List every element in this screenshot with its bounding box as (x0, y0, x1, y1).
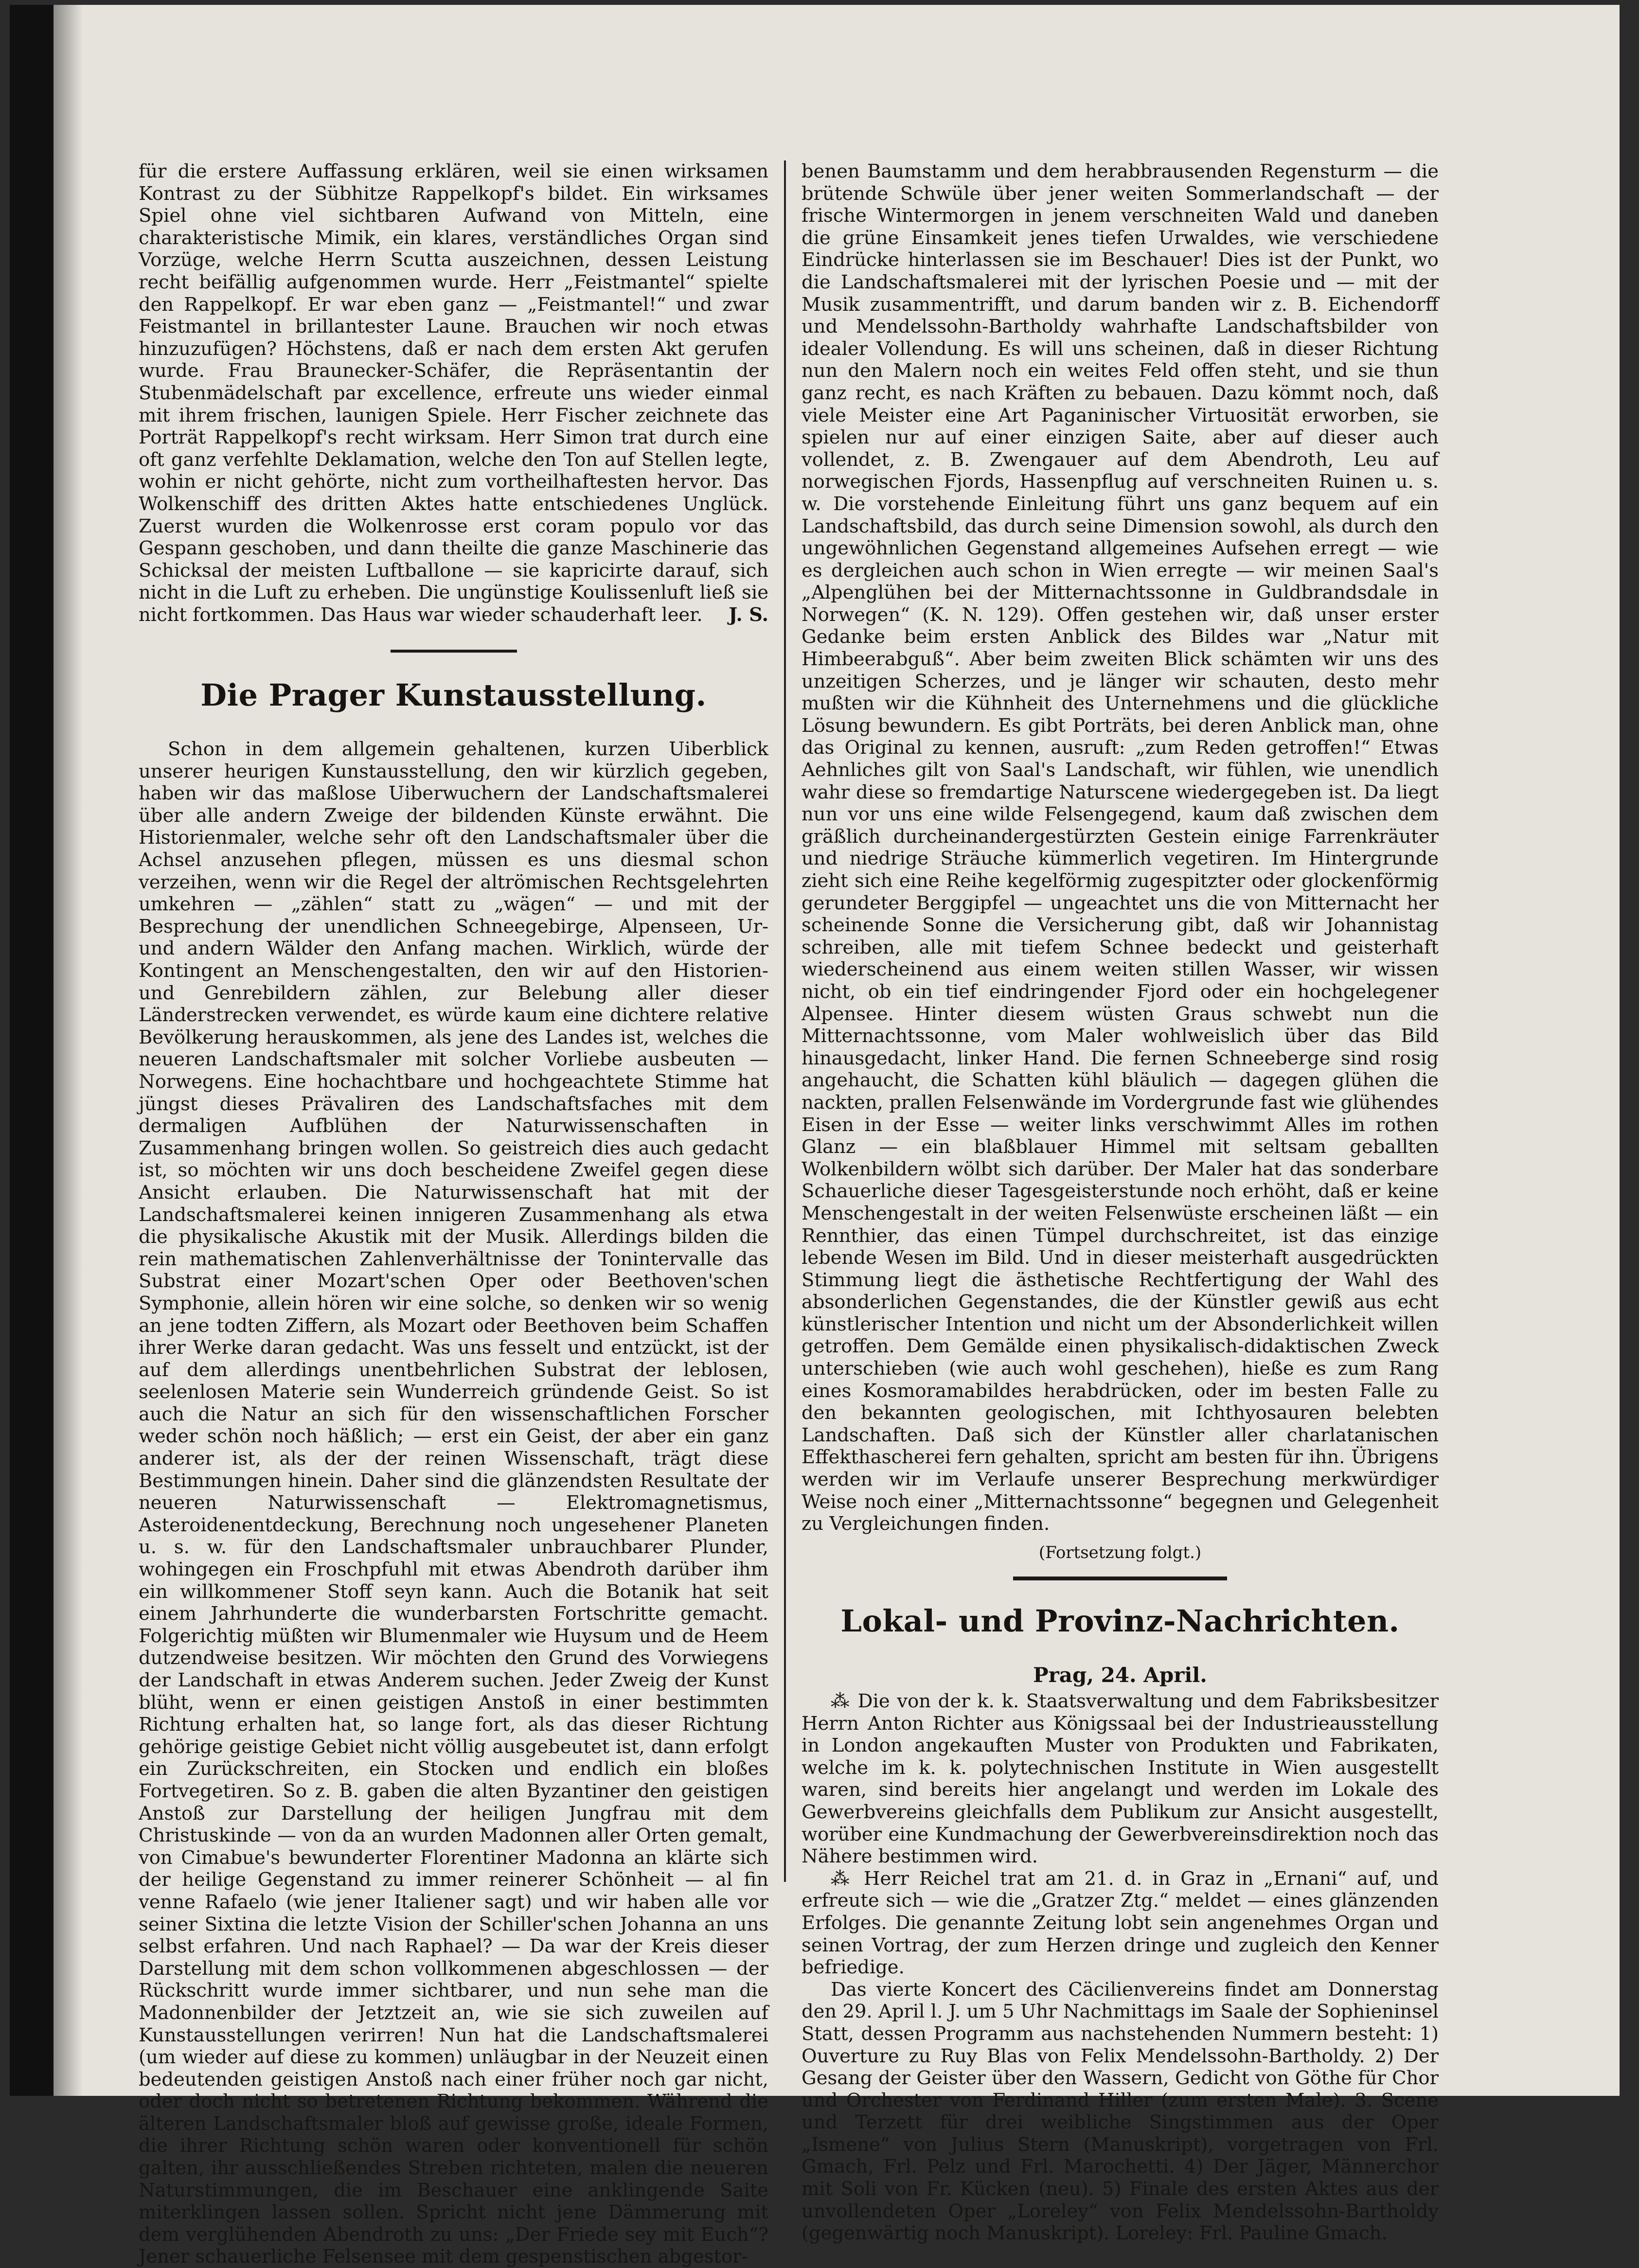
section-rule (391, 650, 517, 653)
section-title-lokal-nachrichten: Lokal- und Provinz-Nachrichten. (840, 1603, 1400, 1639)
continuation-note: (Fortsetzung folgt.) (1038, 1542, 1202, 1562)
binding-shadow (53, 5, 83, 2096)
left-column (139, 160, 768, 2268)
theatre-review-text: für die erstere Auffassung erklären, weil sie einen wirksamen Kontrast zu der Sübhitze Rappelkopf's bildet. Ein wirksames Spiel ohne viel sichtbaren Aufwand von Mitteln, eine charakteristische Mimik, ein klares, verständliches Organ sind Vorzüge, welche Herrn Scutta auszeichnen, dessen Leistung recht beifällig aufgenommen wurde. Herr „Feistmantel“ spielte den Rappelkopf. Er war eben ganz — „Feistmantel!“ und zwar Feistmantel in brillantester Laune. Brauchen wir noch etwas hinzuzufügen? Höchstens, daß er nach dem ersten Akt gerufen wurde. Frau Braunecker-Schäfer, die Repräsentantin der Stubenmädelschaft par excellence, erfreute uns wieder einmal mit ihrem frischen, launigen Spiele. Herr Fischer zeichnete das Porträt Rappelkopf's recht wirksam. Herr Simon trat durch eine oft ganz verfehlte Deklamation, welche den Ton auf Stellen legte, wohin er nicht gehörte, nicht zum vortheilhaftesten hervor. Das Wolkenschiff des dritten Aktes hatte entschiedenes Unglück. Zuerst wurden die Wolkenrosse erst coram populo vor das Gespann geschoben, und dann theilte die ganze Maschinerie das Schicksal der meisten Luftballone — sie kapricirte darauf, sich nicht in die Luft zu erheben. Die ungünstige Koulissenluft ließ sie nicht fortkommen. Das Haus war wieder schauderhaft leer. (139, 160, 768, 626)
news-item: ⁂ Die von der k. k. Staatsverwaltung und dem Fabriksbesitzer Herrn Anton Richter aus Königssaal bei der Industrieausstellung in London angekauften Muster von Produkten und Fabrikaten, welche im k. k. polytechnischen Institute in Wien ausgestellt waren, sind bereits hier angelangt und werden im Lokale des Gewerbvereins gleichfalls dem Publikum zur Ansicht ausgestellt, worüber eine Kundmachung der Gewerbvereinsdirektion noch das Nähere bestimmen wird. (802, 1690, 1439, 1868)
news-item: ⁂ Herr Reichel trat am 21. d. in Graz in „Ernani“ auf, und erfreute sich — wie die „Gratzer Ztg.“ meldet — eines glänzenden Erfolges. Die genannte Zeitung lobt sein angenehmes Organ und seinen Vortrag, der zum Herzen dringe und zugleich den Kenner befriedige. (802, 1867, 1439, 1979)
article-paragraph-continued: benen Baumstamm und dem herabbrausenden Regensturm — die brütende Schwüle über jener weiten Sommerlandschaft — der frische Wintermorgen in jenem verschneiten Wald und daneben die grüne Einsamkeit jenes tiefen Urwaldes, wie verschiedene Eindrücke hinterlassen sie im Beschauer! Dies ist der Punkt, wo die Landschaftsmalerei mit der lyrischen Poesie und — mit der Musik zusammentrifft, und darum banden wir z. B. Eichendorff und Mendelssohn-Bartholdy wahrhafte Landschaftsbilder von idealer Vollendung. Es will uns scheinen, daß in dieser Richtung nun den Malern noch ein weites Feld offen steht, und sie thun ganz recht, es nach Kräften zu bebauen. Dazu kömmt noch, daß viele Meister eine Art Paganinischer Virtuosität erworben, sie spielen nur auf einer einzigen Saite, aber auf dieser auch vollendet, z. B. Zwengauer auf dem Abendroth, Leu auf norwegischen Fjords, Hassenpflug auf verschneiten Ruinen u. s. w. Die vorstehende Einleitung führt uns ganz bequem auf ein Landschaftsbild, das durch seine Dimension sowohl, als durch den ungewöhnlichen Gegenstand allgemeines Aufsehen erregt — wie es dergleichen auch schon in Wien erregte — wir meinen Saal's „Alpenglühen bei der Mitternachtssonne in Guldbrandsdale in Norwegen“ (K. N. 129). Offen gestehen wir, daß unser erster Gedanke beim ersten Anblick des Bildes war „Natur mit Himbeerabguß“. Aber beim zweiten Blick schämten wir uns des unzeitigen Scherzes, und je länger wir schauten, desto mehr mußten wir die Kühnheit des Unternehmens und die glückliche Lösung bewundern. Es gibt Porträts, bei deren Anblick man, ohne das Original zu kennen, ausruft: „zum Reden getroffen!“ Etwas Aehnliches gilt von Saal's Landschaft, wir fühlen, wie unendlich wahr diese so fremdartige Naturscene wiedergegeben ist. Da liegt nun vor uns eine wilde Felsengegend, kaum daß zwischen dem gräßlich durcheinandergestürzten Gestein einige Farrenkräuter und niedrige Sträuche kümmerlich vegetiren. Im Hintergrunde zieht sich eine Reihe kegelförmig zugespitzter oder glockenförmig gerundeter Berggipfel — ungeachtet uns die von Mitternacht her scheinende Sonne die Versicherung gibt, daß wir Johannistag schreiben, alle mit tiefem Schnee bedeckt und geisterhaft wiederscheinend aus einem weiten stillen Wasser, wir wissen nicht, ob ein tief eindringender Fjord oder ein hochgelegener Alpensee. Hinter diesem wüsten Graus schwebt nun die Mitternachtssonne, vom Maler wohlweislich über das Bild hinausgedacht, linker Hand. Die fernen Schneeberge sind rosig angehaucht, die Schatten kühl bläulich — dagegen glühen die nackten, prallen Felsenwände im Vordergrunde fast wie glühendes Eisen in der Esse — weiter links verschwimmt Alles im rothen Glanz — ein blaßblauer Himmel mit seltsam geballten Wolkenbildern wölbt sich darüber. Der Maler hat das sonderbare Schauerliche dieser Tagesgeisterstunde noch erhöht, daß er keine Menschengestalt in der weiten Felsenwüste erscheinen läßt — ein Rennthier, das einen Tümpel durchschreitet, ist das einzige lebende Wesen im Bild. Und in dieser meisterhaft ausgedrückten Stimmung liegt die ästhetische Rechtfertigung der Wahl des absonderlichen Gegenstandes, die der Künstler gewiß aus echt künstlerischer Intention und nicht um der Absonderlichkeit willen getroffen. Dem Gemälde einen physikalisch-didaktischen Zweck unterschieben (wie auch wohl geschehen), hieße es zum Rang eines Kosmoramabildes herabdrücken, oder im besten Falle zu den bekannten geologischen, mit Ichthyosauren belebten Landschaften. Daß sich der Künstler aller charlatanischen Effekthascherei fern gehalten, spricht am besten für ihn. Übrigens werden wir im Verlaufe unserer Besprechung merkwürdiger Weise noch einer „Mitternachtssonne“ begegnen und Gelegenheit zu Vergleichungen finden. (802, 160, 1439, 1535)
article-title-kunstausstellung: Die Prager Kunstausstellung. (200, 677, 707, 713)
section-rule (1013, 1577, 1227, 1580)
column-divider (784, 160, 786, 1882)
scan-border (10, 5, 53, 2096)
right-column (802, 160, 1439, 2245)
dateline: Prag, 24. April. (1033, 1663, 1207, 1687)
article-paragraph: Schon in dem allgemein gehaltenen, kurzen Uiberblick unserer heurigen Kunstausstellung, den wir kürzlich gegeben, haben wir das maßlose Uiberwuchern der Landschaftsmalerei über alle andern Zweige der bildenden Künste erwähnt. Die Historienmaler, welche sehr oft den Landschaftsmaler über die Achsel anzusehen pflegen, müssen es uns diesmal schon verzeihen, wenn wir die Regel der altrömischen Rechtsgelehrten umkehren — „zählen“ statt zu „wägen“ — und mit der Besprechung der unendlichen Schneegebirge, Alpenseen, Ur- und andern Wälder den Anfang machen. Wirklich, würde der Kontingent an Menschengestalten, den wir auf den Historien- und Genrebildern zählen, zur Belebung aller dieser Länderstrecken verwendet, es würde kaum eine dichtere relative Bevölkerung herauskommen, als jene des Landes ist, welches die neueren Landschaftsmaler mit solcher Vorliebe ausbeuten — Norwegens. Eine hochachtbare und hochgeachtete Stimme hat jüngst dieses Prävaliren des Landschaftsfaches mit dem dermaligen Aufblühen der Naturwissenschaften in Zusammenhang bringen wollen. So geistreich dies auch gedacht ist, so möchten wir uns doch bescheidene Zweifel gegen diese Ansicht erlauben. Die Naturwissenschaft hat mit der Landschaftsmalerei keinen innigeren Zusammenhang als etwa die physikalische Akustik mit der Musik. Allerdings bilden die rein mathematischen Zahlenverhältnisse der Tonintervalle das Substrat einer Mozart'schen Oper oder Beethoven'schen Symphonie, allein hören wir eine solche, so denken wir so wenig an jene todten Ziffern, als Mozart oder Beethoven beim Schaffen ihrer Werke daran gedacht. Was uns fesselt und entzückt, ist der auf dem allerdings unentbehrlichen Substrat der leblosen, seelenlosen Materie sein Wunderreich gründende Geist. So ist auch die Natur an sich für den wissenschaftlichen Forscher weder schön noch häßlich; — erst ein Geist, der aber ein ganz anderer ist, als der der reinen Wissenschaft, trägt diese Bestimmungen hinein. Daher sind die glänzendsten Resultate der neueren Naturwissenschaft — Elektromagnetismus, Asteroidenentdeckung, Berechnung noch ungesehener Planeten u. s. w. für den Landschaftsmaler unbrauchbarer Plunder, wohingegen ein Froschpfuhl mit etwas Abendroth darüber ihm ein willkommener Stoff seyn kann. Auch die Botanik hat seit einem Jahrhunderte die wunderbarsten Fortschritte gemacht. Folgerichtig müßten wir Blumenmaler wie Huysum und de Heem dutzendweise besitzen. Wir möchten den Grund des Vorwiegens der Landschaft in etwas Anderem suchen. Jeder Zweig der Kunst blüht, wenn er einen geistigen Anstoß in einer bestimmten Richtung erhalten hat, so lange fort, als das dieser Richtung gehörige geistige Gebiet nicht völlig ausgebeutet ist, dann erfolgt ein Zurückschreiten, ein Stocken und endlich ein bloßes Fortvegetiren. So z. B. gaben die alten Byzantiner den geistigen Anstoß zur Darstellung der heiligen Jungfrau mit dem Christuskinde — von da an wurden Madonnen aller Orten gemalt, von Cimabue's bewunderter Florentiner Madonna an klärte sich der heilige Gegenstand zu immer reinerer Schönheit — al fin venne Rafaelo (wie jener Italiener sagt) und wir haben alle vor seiner Sixtina die letzte Vision der Schiller'schen Johanna an uns selbst erfahren. Und nach Raphael? — Da war der Kreis dieser Darstellung mit dem schon vollkommenen abgeschlossen — der Rückschritt wurde immer sichtbarer, und nun sehe man die Madonnenbilder der Jetztzeit an, wie sie sich zuweilen auf Kunstausstellungen verirren! Nun hat die Landschaftsmalerei (um wieder auf diese zu kommen) unläugbar in der Neuzeit einen bedeutenden geistigen Anstoß nach einer früher noch gar nicht, oder doch nicht so betretenen Richtung bekommen. Während die älteren Landschaftsmaler bloß auf gewisse große, ideale Formen, die ihrer Richtung schön waren oder konventionell für schön galten, ihr ausschließendes Streben richteten, malen die neueren Naturstimmungen, die im Beschauer eine anklingende Saite miterklingen lassen sollen. Spricht nicht jene Dämmerung mit dem verglühenden Abendroth zu uns: „Der Friede sey mit Euch“? Jener schauerliche Felsensee mit dem gespenstischen abgestor- (139, 738, 768, 2268)
news-item: Das vierte Koncert des Cäcilienvereins findet am Donnerstag den 29. April l. J. um 5 Uhr Nachmittags im Saale der Sophieninsel Statt, dessen Programm aus nachstehenden Nummern besteht: 1) Ouverture zu Ruy Blas von Felix Mendelssohn-Bartholdy. 2) Der Gesang der Geister über den Wassern, Gedicht von Göthe für Chor und Orchester von Ferdinand Hiller (zum ersten Male). 3. Scene und Terzett für drei weibliche Singstimmen aus der Oper „Ismene“ von Julius Stern (Manuskript), vorgetragen von Frl. Gmach, Frl. Pelz und Frl. Marochetti. 4) Der Jäger, Männerchor mit Soli von Fr. Kücken (neu). 5) Finale des ersten Aktes aus der unvollendeten Oper „Loreley“ von Felix Mendelssohn-Bartholdy (gegenwärtig noch Manuskript). Loreley: Frl. Pauline Gmach. (802, 1978, 1439, 2245)
review-signature: J. S. (729, 604, 768, 626)
